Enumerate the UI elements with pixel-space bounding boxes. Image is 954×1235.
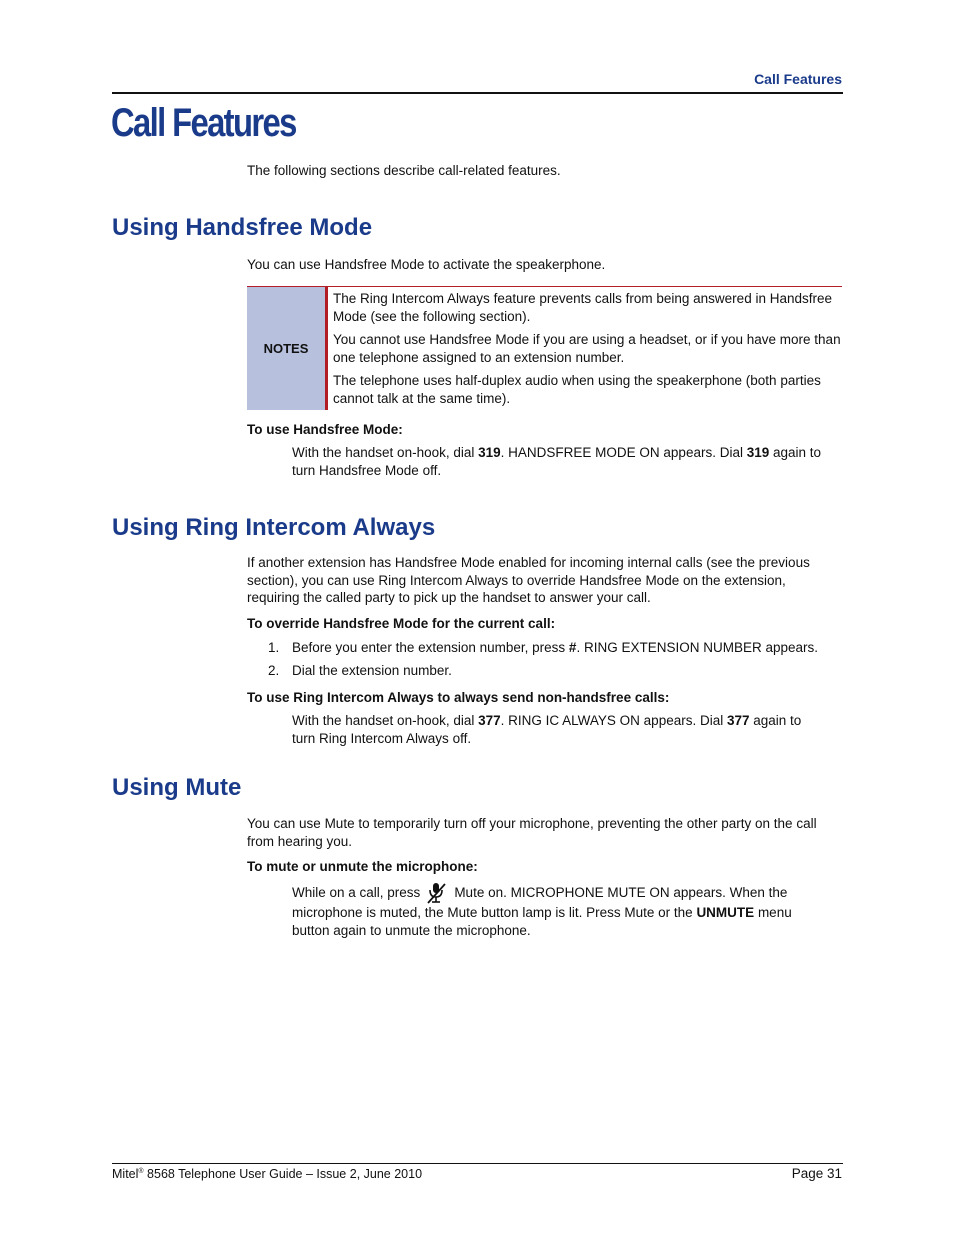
note-item: The Ring Intercom Always feature prevents calls from being answered in Handsfree Mode (see the following section). <box>333 291 832 324</box>
footer-document-title: Mitel® 8568 Telephone User Guide – Issue 2, June 2010 <box>112 1167 423 1181</box>
key-label: # <box>568 640 577 655</box>
ring-intercom-intro: If another extension has Handsfree Mode enabled for incoming internal calls (see the previous section), you can use Ring Intercom Always to override Handsfree Mode on the extension, requiring the called party to pick up the handset to answer your call. <box>247 555 810 605</box>
step-number: 2. <box>268 663 280 678</box>
dial-code: 377 <box>478 713 501 728</box>
notes-label: NOTES <box>247 287 325 410</box>
ring-intercom-procedure: With the handset on-hook, dial 377. RING IC ALWAYS ON appears. Dial 377 again to turn Ring Intercom Always off. <box>292 713 802 746</box>
notes-box <box>247 286 842 411</box>
procedure-heading: To use Handsfree Mode: <box>247 422 403 437</box>
notes-divider <box>325 287 328 410</box>
section-heading-mute: Using Mute <box>112 774 242 801</box>
page-number: Page 31 <box>791 1166 842 1181</box>
intro-text: The following sections describe call-related features. <box>247 163 561 178</box>
mute-procedure: While on a call, press Mute on. MICROPHONE MUTE ON appears. When the microphone is muted, the Mute button lamp is lit. Press Mute or the UNMUTE menu button again to unmute the microphone. <box>292 882 844 939</box>
page-title: Call Features <box>111 101 296 145</box>
footer-rule <box>112 1163 843 1164</box>
mute-intro: You can use Mute to temporarily turn off your microphone, preventing the other party on the call from hearing you. <box>247 816 817 849</box>
dial-code: 377 <box>726 713 750 728</box>
handsfree-intro: You can use Handsfree Mode to activate the speakerphone. <box>247 257 606 272</box>
note-item: The telephone uses half-duplex audio when using the speakerphone (both parties cannot talk at the same time). <box>333 373 821 406</box>
notes-body <box>333 290 843 413</box>
header-rule <box>112 92 843 94</box>
dial-code: 319 <box>746 445 770 460</box>
handsfree-procedure: With the handset on-hook, dial 319. HANDSFREE MODE ON appears. Dial 319 again to turn Handsfree Mode off. <box>292 445 822 478</box>
note-item: You cannot use Handsfree Mode if you are using a headset, or if you have more than one telephone assigned to an extension number. <box>333 332 841 365</box>
step-text: Dial the extension number. <box>292 663 452 678</box>
running-header: Call Features <box>754 71 842 87</box>
step-number: 1. <box>268 640 280 655</box>
procedure-heading: To override Handsfree Mode for the current call: <box>247 616 556 631</box>
procedure-heading: To mute or unmute the microphone: <box>247 859 478 874</box>
procedure-heading: To use Ring Intercom Always to always send non-handsfree calls: <box>247 690 670 705</box>
microphone-mute-icon <box>424 882 450 904</box>
section-heading-ring-intercom: Using Ring Intercom Always <box>112 514 436 541</box>
section-heading-handsfree: Using Handsfree Mode <box>112 214 373 241</box>
key-label: UNMUTE <box>696 905 755 920</box>
dial-code: 319 <box>478 445 501 460</box>
step-text: Before you enter the extension number, press #. RING EXTENSION NUMBER appears. <box>292 640 818 655</box>
